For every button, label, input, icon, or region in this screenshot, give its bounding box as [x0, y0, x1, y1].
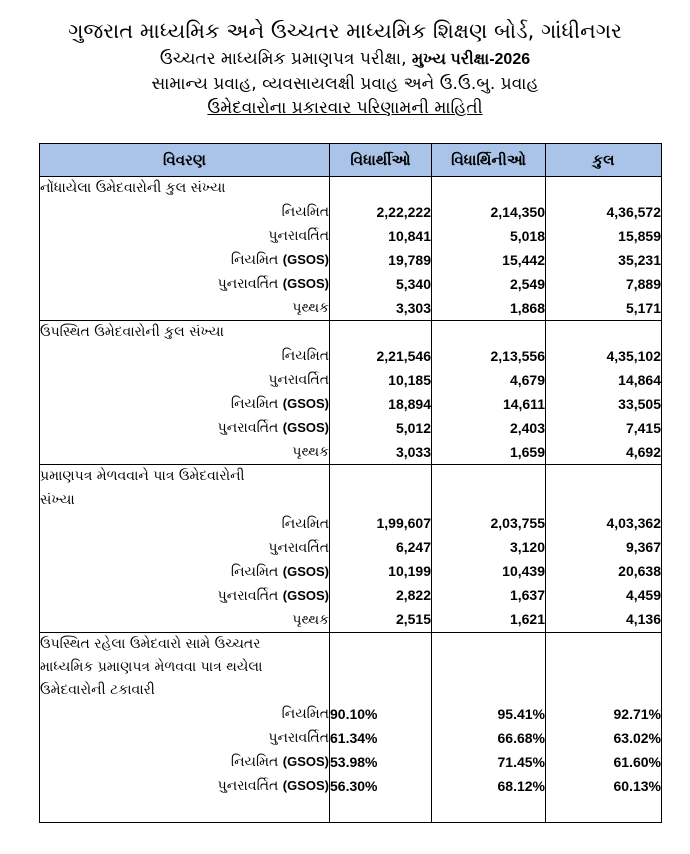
section-title-row	[40, 465, 662, 489]
section-title-row	[40, 489, 662, 512]
row-label: પુનરાવર્તિત (GSOS)	[40, 774, 330, 798]
boys-value: 10,185	[330, 368, 432, 392]
boys-value: 53.98%	[330, 750, 432, 774]
row-label: પુનરાવર્તિત (GSOS)	[40, 416, 330, 440]
boys-value: 3,303	[330, 296, 432, 321]
row-label: પુનરાવર્તિત	[40, 536, 330, 560]
table-row	[40, 584, 662, 608]
girls-value: 71.45%	[432, 750, 546, 774]
total-value: 7,415	[546, 416, 662, 440]
boys-value: 10,199	[330, 560, 432, 584]
row-label: નિયમિત	[40, 702, 330, 726]
boys-value: 3,033	[330, 440, 432, 465]
row-label: નિયમિત (GSOS)	[40, 392, 330, 416]
row-label: નિયમિત	[40, 344, 330, 368]
row-label: નિયમિત	[40, 200, 330, 224]
total-value: 63.02%	[546, 726, 662, 750]
girls-value: 2,403	[432, 416, 546, 440]
section-title-row	[40, 632, 662, 656]
exam-title	[0, 48, 690, 71]
table-row	[40, 248, 662, 272]
section-title-line: માધ્યમિક પ્રમાણપત્ર મેળવવા પાત્ર થયેલા	[40, 656, 330, 679]
section-title-row	[40, 679, 662, 702]
total-value: 14,864	[546, 368, 662, 392]
total-value: 33,505	[546, 392, 662, 416]
exam-session: મુખ્ય પરીક્ષા-2026	[411, 51, 531, 68]
girls-value: 68.12%	[432, 774, 546, 798]
section-title-line: સંખ્યા	[40, 489, 330, 512]
boys-value: 18,894	[330, 392, 432, 416]
girls-value: 3,120	[432, 536, 546, 560]
table-row	[40, 392, 662, 416]
row-label: પૃથ્થક	[40, 440, 330, 465]
section-title-line: ઉપસ્થિત રહેલા ઉમેદવારો સામે ઉચ્ચતર	[40, 632, 330, 656]
row-label: પુનરાવર્તિત	[40, 368, 330, 392]
results-table	[39, 143, 662, 823]
table-row	[40, 416, 662, 440]
total-value: 60.13%	[546, 774, 662, 798]
row-label: નિયમિત (GSOS)	[40, 750, 330, 774]
total-value: 4,136	[546, 608, 662, 633]
boys-value: 10,841	[330, 224, 432, 248]
girls-value: 14,611	[432, 392, 546, 416]
row-label: પૃથ્થક	[40, 608, 330, 633]
row-label: નિયમિત (GSOS)	[40, 248, 330, 272]
girls-value: 15,442	[432, 248, 546, 272]
total-value: 5,171	[546, 296, 662, 321]
row-label: પુનરાવર્તિત	[40, 224, 330, 248]
boys-value: 5,012	[330, 416, 432, 440]
boys-value: 61.34%	[330, 726, 432, 750]
total-value: 20,638	[546, 560, 662, 584]
header-total: કુલ	[546, 144, 662, 177]
boys-value: 90.10%	[330, 702, 432, 726]
girls-value: 1,868	[432, 296, 546, 321]
boys-value: 2,21,546	[330, 344, 432, 368]
row-label: નિયમિત (GSOS)	[40, 560, 330, 584]
row-label: પુનરાવર્તિત (GSOS)	[40, 584, 330, 608]
table-row	[40, 750, 662, 774]
girls-value: 2,549	[432, 272, 546, 296]
row-label: પૃથ્થક	[40, 296, 330, 321]
table-row	[40, 608, 662, 633]
boys-value: 2,515	[330, 608, 432, 633]
table-row	[40, 272, 662, 296]
table-row	[40, 560, 662, 584]
girls-value: 10,439	[432, 560, 546, 584]
total-value: 7,889	[546, 272, 662, 296]
boys-value: 56.30%	[330, 774, 432, 798]
header-girls: વિધાર્થિનીઓ	[432, 144, 546, 177]
board-title: ગુજરાત માધ્યમિક અને ઉચ્ચતર માધ્યમિક શિક્ષણ બોર્ડ, ગાંધીનગર	[68, 19, 622, 43]
exam-name: ઉચ્ચતર માધ્યમિક પ્રમાણપત્ર પરીક્ષા,	[159, 49, 412, 69]
total-value: 92.71%	[546, 702, 662, 726]
table-row	[40, 512, 662, 536]
row-label: નિયમિત	[40, 512, 330, 536]
header-boys: વિધાર્થીઓ	[330, 144, 432, 177]
girls-value: 95.41%	[432, 702, 546, 726]
total-value: 4,692	[546, 440, 662, 465]
girls-value: 1,659	[432, 440, 546, 465]
section-title: નોંધાયેલા ઉમેદવારોની કુલ સંખ્યા	[40, 177, 330, 201]
total-value: 35,231	[546, 248, 662, 272]
girls-value: 1,621	[432, 608, 546, 633]
streams-subtitle: સામાન્ય પ્રવાહ, વ્યવસાયલક્ષી પ્રવાહ અને ઉ.ઉ.બુ. પ્રવાહ	[151, 74, 539, 94]
table-row	[40, 536, 662, 560]
section-title-row	[40, 656, 662, 679]
row-label: પુનરાવર્તિત	[40, 726, 330, 750]
girls-value: 2,03,755	[432, 512, 546, 536]
table-header-row	[40, 144, 662, 177]
total-value: 15,859	[546, 224, 662, 248]
girls-value: 5,018	[432, 224, 546, 248]
table-row	[40, 774, 662, 798]
section-title-row	[40, 321, 662, 345]
girls-value: 2,14,350	[432, 200, 546, 224]
table-row	[40, 224, 662, 248]
table-row	[40, 200, 662, 224]
boys-value: 19,789	[330, 248, 432, 272]
table-row	[40, 296, 662, 321]
total-value: 4,36,572	[546, 200, 662, 224]
boys-value: 2,22,222	[330, 200, 432, 224]
report-title: ઉમેદવારોના પ્રકારવાર પરિણામની માહિતી	[207, 98, 483, 118]
section-title-line: ઉમેદવારોની ટકાવારી	[40, 679, 330, 702]
section-title-line: પ્રમાણપત્ર મેળવવાને પાત્ર ઉમેદવારોની	[40, 465, 330, 489]
girls-value: 1,637	[432, 584, 546, 608]
total-value: 9,367	[546, 536, 662, 560]
table-row	[40, 702, 662, 726]
girls-value: 4,679	[432, 368, 546, 392]
header-description: વિવરણ	[40, 144, 330, 177]
total-value: 4,459	[546, 584, 662, 608]
total-value: 4,03,362	[546, 512, 662, 536]
row-label: પુનરાવર્તિત (GSOS)	[40, 272, 330, 296]
table-spacer-row	[40, 798, 662, 822]
girls-value: 66.68%	[432, 726, 546, 750]
table-row	[40, 726, 662, 750]
boys-value: 6,247	[330, 536, 432, 560]
table-row	[40, 440, 662, 465]
total-value: 61.60%	[546, 750, 662, 774]
total-value: 4,35,102	[546, 344, 662, 368]
boys-value: 2,822	[330, 584, 432, 608]
section-title-row	[40, 177, 662, 201]
table-row	[40, 368, 662, 392]
boys-value: 5,340	[330, 272, 432, 296]
table-row	[40, 344, 662, 368]
section-title: ઉપસ્થિત ઉમેદવારોની કુલ સંખ્યા	[40, 321, 330, 345]
girls-value: 2,13,556	[432, 344, 546, 368]
boys-value: 1,99,607	[330, 512, 432, 536]
